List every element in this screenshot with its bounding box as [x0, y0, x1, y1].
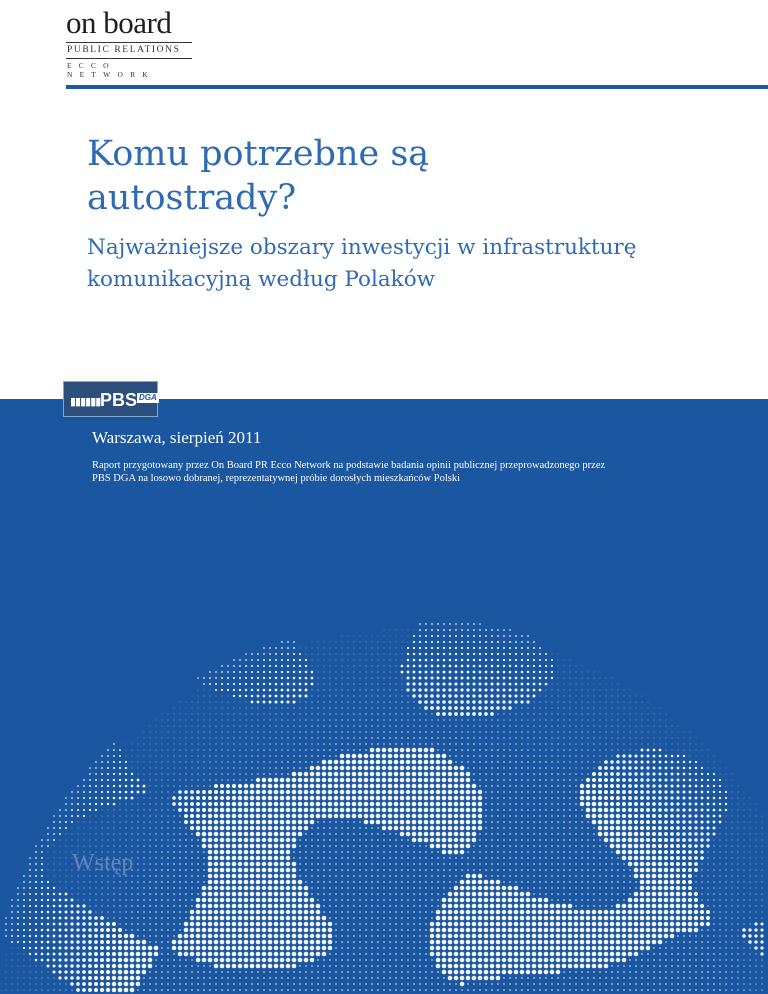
- logo-wordmark: on board: [66, 5, 172, 40]
- dga-logo-text: DGA: [139, 393, 157, 402]
- pbs-logo-text: PBS: [100, 390, 138, 410]
- people-icon: ▮▮▮▮▮▮: [70, 395, 101, 408]
- logo-rule: [66, 58, 192, 59]
- pbs-dga-logo: [63, 381, 158, 417]
- logo-subtitle: PUBLIC RELATIONS: [67, 45, 181, 55]
- place-date: Warszawa, sierpień 2011: [92, 428, 262, 447]
- logo-rule: [66, 42, 192, 43]
- logo-network: ECCO NETWORK: [67, 61, 155, 79]
- report-description: Raport przygotowany przez On Board PR Ecco Network na podstawie badania opinii publicznej przeprowadzonego przez PBS DGA na losowo dobranej, reprezentatywnej próbie dorosłych mieszkańców Polski: [92, 460, 606, 484]
- cover-blue-panel: [0, 399, 768, 994]
- header-rule: [66, 85, 768, 89]
- onboard-logo: [66, 5, 196, 79]
- dotted-globe-graphic: [0, 399, 768, 994]
- faded-section-heading: Wstęp: [72, 850, 134, 876]
- report-title: Komu potrzebne są autostrady?: [87, 134, 430, 218]
- report-subtitle: Najważniejsze obszary inwestycji w infrastrukturę komunikacyjną według Polaków: [87, 235, 637, 292]
